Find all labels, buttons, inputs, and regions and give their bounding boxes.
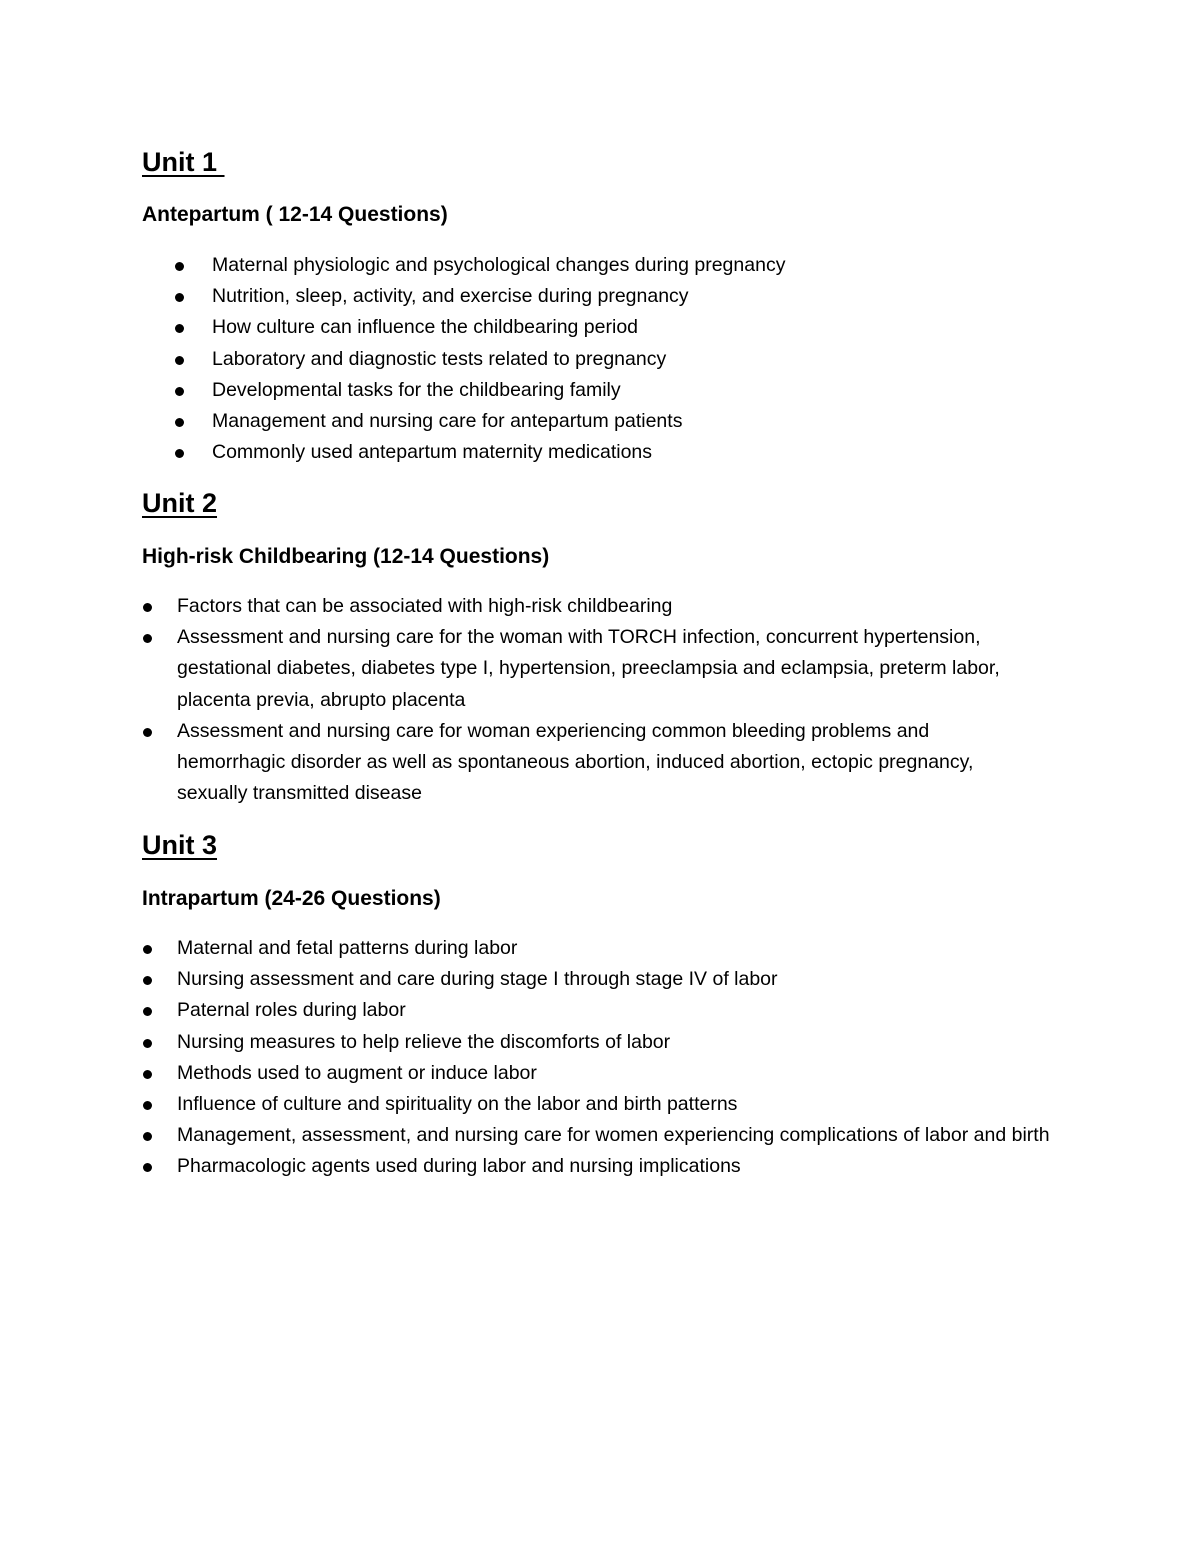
list-item-text: Commonly used antepartum maternity medications	[212, 441, 653, 464]
bullet-icon	[143, 1132, 152, 1141]
list-item-text: Nursing assessment and care during stage I through stage IV of labor	[177, 968, 778, 991]
list-item	[212, 250, 1112, 281]
list-item-text: Management and nursing care for antepartum patients	[212, 410, 683, 433]
bullet-icon	[143, 976, 152, 985]
bullet-icon	[143, 1101, 152, 1110]
bullet-icon	[143, 634, 152, 643]
unit-1-topic-list	[212, 250, 1112, 468]
bullet-icon	[143, 603, 152, 612]
list-item-text: Laboratory and diagnostic tests related to pregnancy	[212, 347, 667, 370]
bullet-icon	[175, 324, 184, 333]
list-item	[212, 281, 1112, 312]
list-item	[212, 344, 1112, 375]
list-item	[177, 1058, 1067, 1089]
bullet-icon	[175, 418, 184, 427]
list-item	[177, 622, 1012, 716]
list-item	[177, 1089, 1067, 1120]
list-item-text: Assessment and nursing care for woman experiencing common bleeding problems and hemorrhagic disorder as well as spontaneous abortion, induced abortion, ectopic pregnancy, sexually transmitted disease	[177, 719, 974, 805]
list-item-text: How culture can influence the childbearing period	[212, 316, 639, 339]
list-item-text: Management, assessment, and nursing care for women experiencing complications of labor and birth	[177, 1124, 1050, 1147]
list-item-text: Influence of culture and spirituality on the labor and birth patterns	[177, 1093, 738, 1116]
bullet-icon	[143, 1039, 152, 1048]
list-item-text: Maternal physiologic and psychological changes during pregnancy	[212, 254, 786, 276]
list-item-text: Paternal roles during labor	[177, 999, 406, 1022]
list-item-text: Methods used to augment or induce labor	[177, 1061, 537, 1084]
list-item	[212, 437, 1112, 468]
bullet-icon	[175, 356, 184, 365]
list-item	[177, 1027, 1067, 1058]
list-item	[177, 1151, 1067, 1182]
list-item	[212, 375, 1112, 406]
list-item-text: Maternal and fetal patterns during labor	[177, 937, 518, 959]
list-item	[177, 995, 1067, 1026]
unit-3-heading: Intrapartum (24-26 Questions)	[142, 887, 441, 910]
unit-2-title: Unit 2	[142, 488, 218, 518]
list-item-text: Developmental tasks for the childbearing family	[212, 378, 621, 401]
bullet-icon	[175, 262, 184, 271]
unit-2-topic-list	[177, 591, 1012, 809]
list-item	[177, 591, 1012, 622]
list-item	[177, 716, 1012, 810]
list-item-text: Assessment and nursing care for the woman with TORCH infection, concurrent hypertension, gestational diabetes, diabetes type I, hypertension, preeclampsia and eclampsia, preterm labor, placenta previa, abrupto placenta	[177, 626, 1000, 711]
list-item	[177, 1120, 1067, 1151]
bullet-icon	[175, 293, 184, 302]
unit-3-topic-list	[177, 933, 1067, 1183]
list-item	[177, 933, 1067, 964]
bullet-icon	[143, 1163, 152, 1172]
unit-1-heading: Antepartum ( 12-14 Questions)	[142, 203, 448, 226]
bullet-icon	[143, 1070, 152, 1079]
list-item	[212, 312, 1112, 343]
unit-2-heading: High-risk Childbearing (12-14 Questions)	[142, 545, 550, 568]
bullet-icon	[143, 945, 152, 954]
list-item	[177, 964, 1067, 995]
list-item-text: Pharmacologic agents used during labor and nursing implications	[177, 1155, 741, 1178]
bullet-icon	[175, 387, 184, 396]
unit-1-title: Unit 1	[142, 147, 225, 177]
list-item-text: Nutrition, sleep, activity, and exercise during pregnancy	[212, 285, 689, 308]
bullet-icon	[143, 1007, 152, 1016]
bullet-icon	[175, 449, 184, 458]
list-item-text: Factors that can be associated with high-risk childbearing	[177, 595, 673, 617]
list-item-text: Nursing measures to help relieve the discomforts of labor	[177, 1030, 671, 1053]
unit-3-title: Unit 3	[142, 830, 218, 860]
list-item	[212, 406, 1112, 437]
bullet-icon	[143, 728, 152, 737]
